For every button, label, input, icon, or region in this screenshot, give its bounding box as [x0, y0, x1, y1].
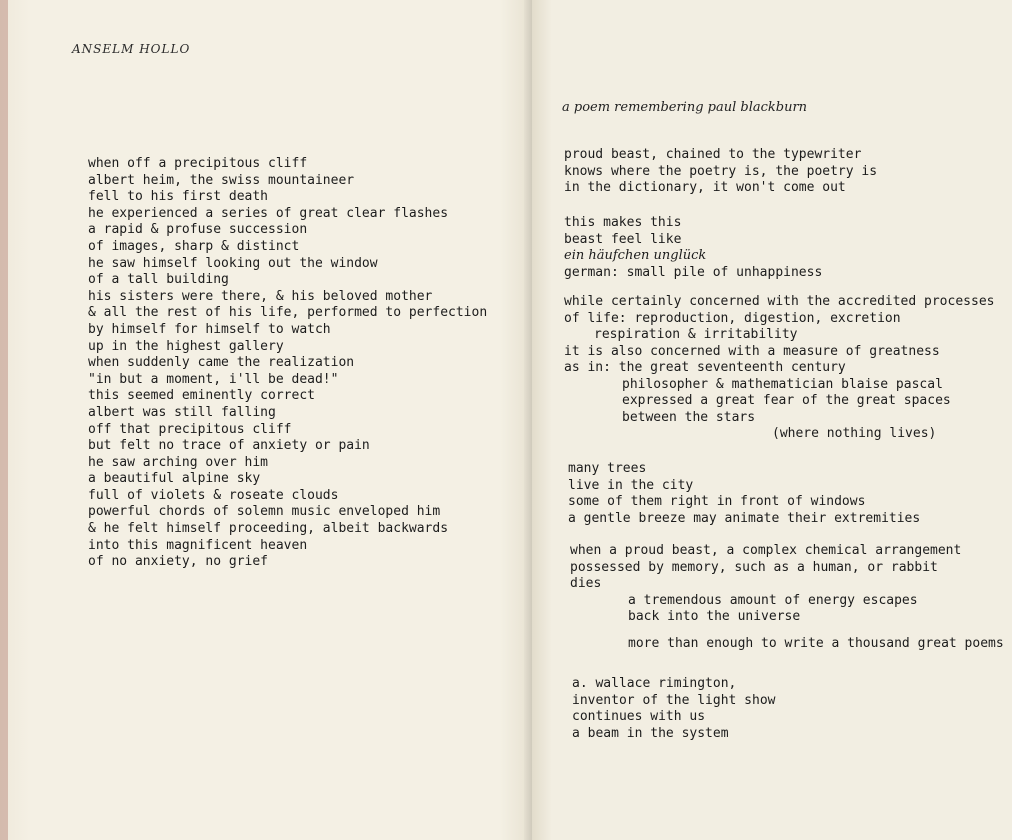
poem-line: inventor of the light show: [572, 692, 776, 708]
poem-line: (where nothing lives): [772, 426, 937, 441]
poem-line: into this magnificent heaven: [88, 537, 308, 553]
poem-line: beast feel like: [564, 231, 682, 247]
poem-line: a gentle breeze may animate their extremities: [568, 510, 921, 526]
poem-line: as in: the great seventeenth century: [564, 360, 846, 375]
poem-line: back into the universe: [628, 609, 801, 624]
poem-line: albert was still falling: [88, 404, 276, 420]
poem-line: his sisters were there, & his beloved mother: [88, 288, 433, 304]
poem-line: this seemed eminently correct: [88, 388, 315, 404]
poem-line: of life: reproduction, digestion, excretion: [564, 310, 901, 326]
poem-line: he saw himself looking out the window: [88, 255, 378, 271]
stanza-3: [564, 294, 994, 443]
poem-line: a beautiful alpine sky: [88, 471, 261, 487]
poem-line: albert heim, the swiss mountaineer: [88, 172, 355, 188]
poem-line: off that precipitous cliff: [88, 421, 292, 437]
poem-line: powerful chords of solemn music enveloped him: [88, 504, 441, 520]
stanza-6: [570, 636, 1004, 653]
poem-title: a poem remembering paul blackburn: [562, 100, 808, 115]
poem-line: when suddenly came the realization: [88, 355, 355, 371]
poem-line: some of them right in front of windows: [568, 494, 866, 509]
poem-line: full of violets & roseate clouds: [88, 487, 339, 503]
stanza-1: [564, 147, 877, 197]
poem-line: live in the city: [568, 477, 694, 493]
poem-line: of no anxiety, no grief: [88, 554, 269, 570]
stanza-7: [572, 676, 776, 742]
poem-line: he experienced a series of great clear flashes: [88, 205, 449, 221]
poem-line: when off a precipitous cliff: [88, 156, 308, 171]
poem-line: between the stars: [622, 409, 756, 425]
poem-line: & he felt himself proceeding, albeit backwards: [88, 521, 449, 537]
stanza-2: [564, 215, 822, 281]
poem-line: german: small pile of unhappiness: [564, 264, 823, 280]
poem-line: while certainly concerned with the accredited processes: [564, 294, 995, 309]
poem-line: in the dictionary, it won't come out: [564, 180, 846, 195]
poem-line: but felt no trace of anxiety or pain: [88, 438, 370, 454]
page-edge: [0, 0, 8, 840]
stanza-5: [570, 543, 961, 626]
poem-line-german: ein häufchen unglück: [564, 248, 707, 263]
poem-line: a beam in the system: [572, 725, 729, 741]
poem-line: this makes this: [564, 215, 682, 230]
poem-line: more than enough to write a thousand great poems: [628, 636, 1004, 651]
poem-line: up in the highest gallery: [88, 338, 284, 354]
poem-line: it is also concerned with a measure of greatness: [564, 343, 940, 359]
poem-line: & all the rest of his life, performed to perfection: [88, 305, 488, 321]
poem-line: fell to his first death: [88, 189, 269, 205]
poem-line: by himself for himself to watch: [88, 321, 331, 337]
poem-line: philosopher & mathematician blaise pascal: [622, 376, 943, 392]
poem-line: of images, sharp & distinct: [88, 238, 300, 254]
poem-line: knows where the poetry is, the poetry is: [564, 163, 878, 179]
poem-line: of a tall building: [88, 272, 229, 288]
poem-line: a rapid & profuse succession: [88, 222, 308, 238]
stanza-4: [568, 461, 920, 527]
poem-line: he saw arching over him: [88, 454, 269, 470]
poem-line: dies: [570, 576, 602, 591]
poem-line: a tremendous amount of energy escapes: [628, 592, 918, 608]
poem-line: a. wallace rimington,: [572, 676, 737, 691]
right-page: [532, 0, 1012, 840]
poem-line: "in but a moment, i'll be dead!": [88, 371, 339, 387]
left-poem: [88, 156, 487, 571]
poem-line: expressed a great fear of the great spaces: [622, 393, 951, 408]
poem-line: when a proud beast, a complex chemical arrangement: [570, 543, 962, 558]
poem-line: respiration & irritability: [594, 327, 798, 342]
poem-line: proud beast, chained to the typewriter: [564, 147, 862, 162]
running-head: ANSELM HOLLO: [72, 42, 191, 56]
poem-line: possessed by memory, such as a human, or rabbit: [570, 559, 938, 575]
poem-line: many trees: [568, 461, 647, 476]
poem-line: continues with us: [572, 709, 706, 724]
